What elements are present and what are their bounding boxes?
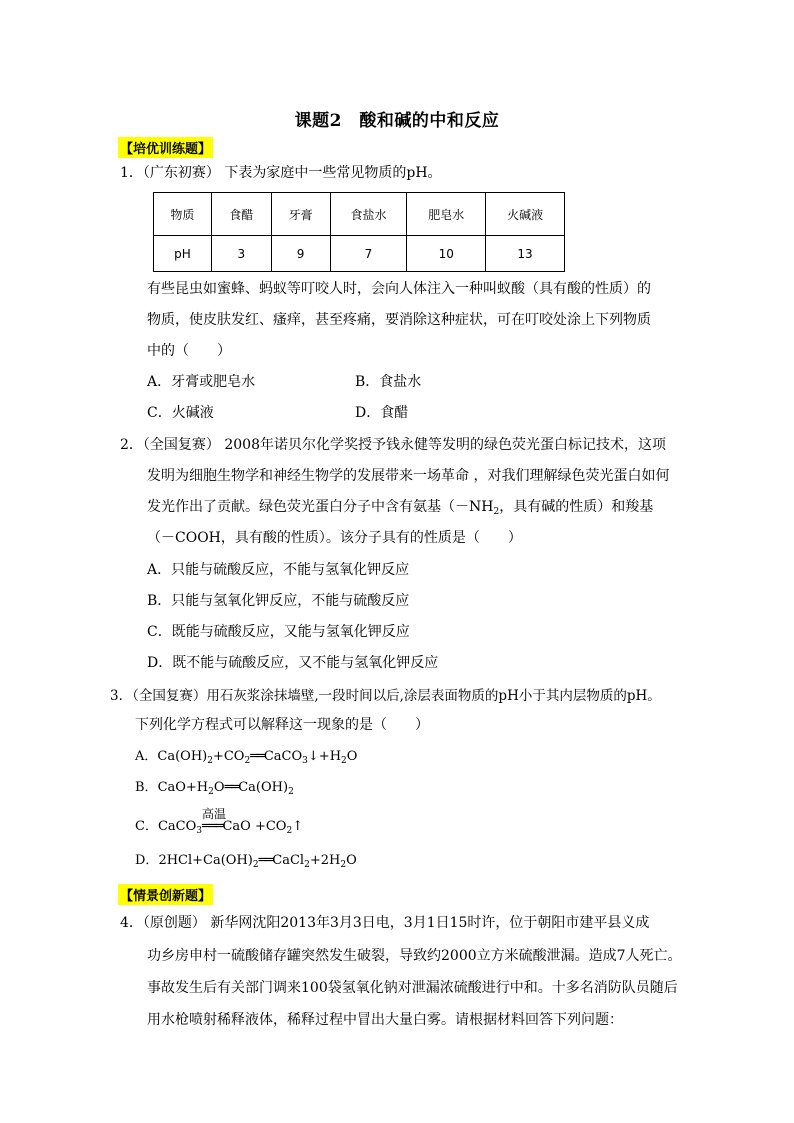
table-cell: 肥皂水 <box>407 193 486 236</box>
q1-option-c: C．火碱液 <box>147 405 214 421</box>
q3-option-a: A．$Ca(OH)_2+CO_2══CaCO_3↓+H_2O$ <box>135 749 358 766</box>
table-cell: 食醋 <box>211 193 271 236</box>
q4-line: 4．（原创题） 新华网沈阳2013年3月3日电，3月1日15时许，位于朝阳市建平县义成 <box>120 915 650 931</box>
table-cell: 10 <box>407 236 486 272</box>
table-cell: 7 <box>330 236 407 272</box>
table-cell: 3 <box>211 236 271 272</box>
q2-line: 发明为细胞生物学和神经生物学的发展带来一场革命 ，对我们理解绿色荧光蛋白如何 <box>147 468 670 484</box>
q1-option-b: B．食盐水 <box>355 374 422 390</box>
q3-option-c: C．CaCO$_3$ 高温 ═══CaO $+CO_2↑$ <box>135 807 304 836</box>
reaction-condition: 高温 ═══ <box>202 807 227 834</box>
q1-body-line: 中的（ ） <box>147 343 231 359</box>
q3-option-d: D．$2HCl+Ca(OH)_2══CaCl_2+2H_2O$ <box>135 853 357 870</box>
ph-table <box>153 192 565 272</box>
page-title: 课题2 酸和碱的中和反应 <box>294 111 500 131</box>
q1-option-a: A．牙膏或肥皂水 <box>147 374 256 390</box>
q3-option-b: B．$CaO+H_2O══Ca(OH)_2$ <box>135 780 294 797</box>
table-cell: 牙膏 <box>271 193 330 236</box>
q2-option-c: C．既能与硫酸反应，又能与氢氧化钾反应 <box>147 624 410 640</box>
table-cell: 食盐水 <box>330 193 407 236</box>
table-header-row <box>154 193 565 236</box>
q1-stem: 1．（广东初赛） 下表为家庭中一些常见物质的pH。 <box>120 165 442 181</box>
q2-option-b: B．只能与氢氧化钾反应，不能与硫酸反应 <box>147 593 410 609</box>
table-cell: 9 <box>271 236 330 272</box>
section-label-innovation: 【情景创新题】 <box>118 884 213 905</box>
q4-line: 功乡房申村一硫酸储存罐突然发生破裂，导致约2000立方米硫酸泄漏。造成7人死亡。 <box>147 948 682 964</box>
table-cell: 火碱液 <box>486 193 565 236</box>
q2-line: （－COOH，具有酸的性质）。该分子具有的性质是（ ） <box>147 530 522 546</box>
q4-line: 事故发生后有关部门调来100袋氢氧化钠对泄漏浓硫酸进行中和。十多名消防队员随后 <box>147 980 678 996</box>
section-label-training: 【培优训练题】 <box>118 137 213 158</box>
q1-body-line: 有些昆虫如蜜蜂、蚂蚁等叮咬人时，会向人体注入一种叫蚁酸（具有酸的性质）的 <box>147 281 651 297</box>
q2-line: 2．（全国复赛） 2008年诺贝尔化学奖授予钱永健等发明的绿色荧光蛋白标记技术，这项 <box>120 437 666 453</box>
q2-option-d: D．既不能与硫酸反应，又不能与氢氧化钾反应 <box>147 655 439 671</box>
q3-line: 下列化学方程式可以解释这一现象的是（ ） <box>135 717 429 733</box>
q3-line: 3．（全国复赛）用石灰浆涂抹墙壁,一段时间以后,涂层表面物质的pH小于其内层物质的pH。 <box>110 688 661 704</box>
q2-option-a: A．只能与硫酸反应，不能与氢氧化钾反应 <box>147 562 410 578</box>
table-cell: 物质 <box>154 193 212 236</box>
table-row <box>154 236 565 272</box>
table-cell: 13 <box>486 236 565 272</box>
q1-option-d: D．食醋 <box>355 405 409 421</box>
q2-line: 发光作出了贡献。绿色荧光蛋白分子中含有氨基（$-NH_2$，具有碱的性质）和羧基 <box>147 499 654 517</box>
q4-line: 用水枪喷射稀释液体，稀释过程中冒出大量白雾。请根据材料回答下列问题： <box>147 1012 623 1028</box>
table-cell: pH <box>154 236 212 272</box>
q1-body-line: 物质，使皮肤发红、瘙痒，甚至疼痛，要消除这种症状，可在叮咬处涂上下列物质 <box>147 312 651 328</box>
